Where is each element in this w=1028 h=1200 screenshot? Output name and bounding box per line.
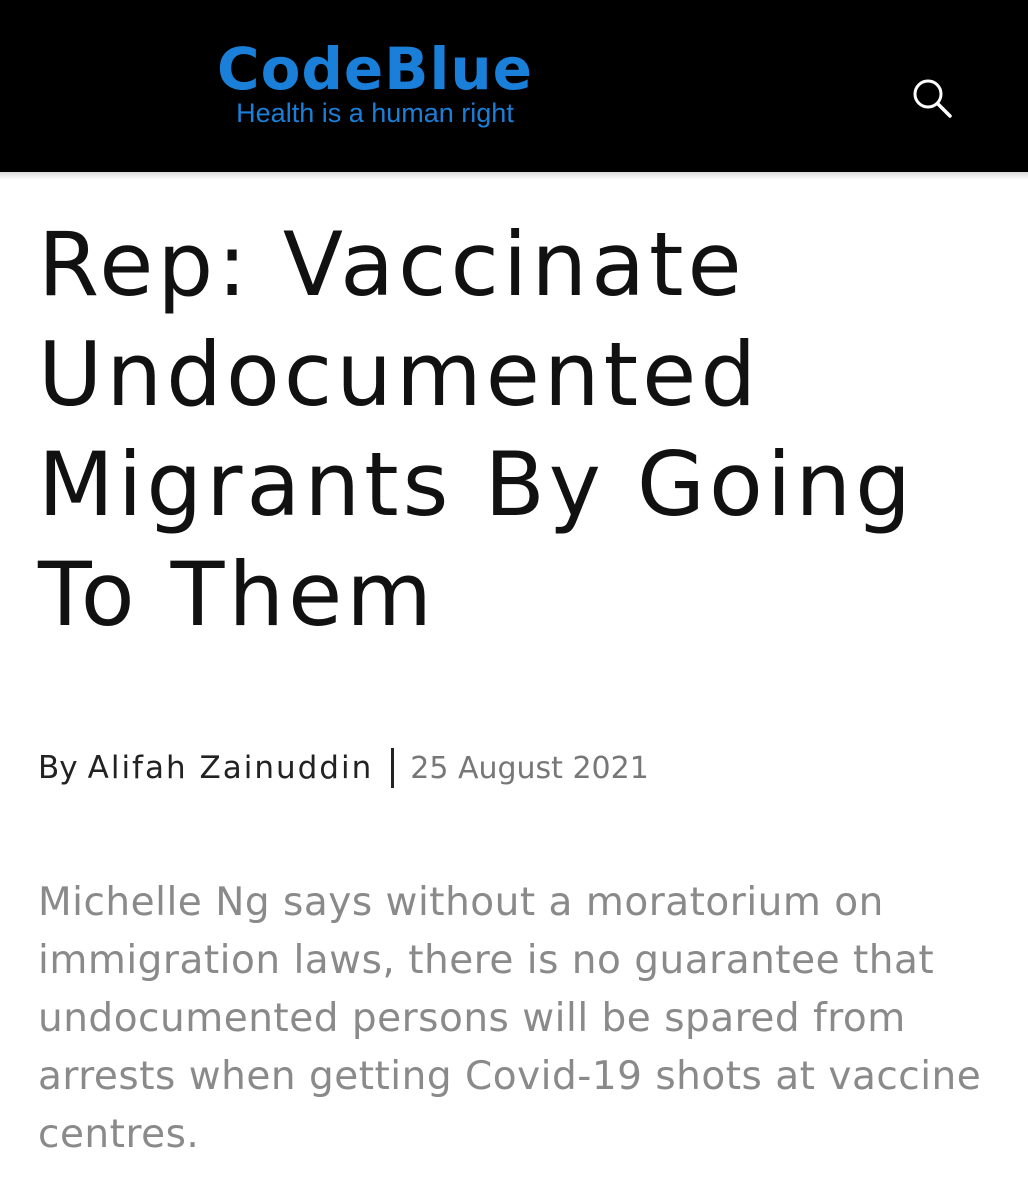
site-logo[interactable] (210, 36, 540, 128)
logo-tagline: Health is a human right (236, 98, 514, 128)
search-button[interactable] (904, 70, 960, 126)
by-label: By (38, 750, 78, 786)
logo-name: CodeBlue (217, 35, 533, 103)
article-byline (38, 745, 649, 791)
article-title: Rep: Vaccinate Undocumented Migrants By Going To Them (38, 213, 915, 646)
site-header (0, 0, 1028, 172)
publish-date: 25 August 2021 (410, 750, 649, 786)
search-icon (904, 70, 960, 126)
byline-divider (391, 748, 394, 788)
article-excerpt: Michelle Ng says without a moratorium on immigration laws, there is no guarantee that undocumented persons will be spared from arrests when getting Covid-19 shots at vaccine centres. (38, 880, 982, 1157)
author-link[interactable]: Alifah Zainuddin (87, 750, 374, 786)
header-shadow (0, 172, 1028, 180)
